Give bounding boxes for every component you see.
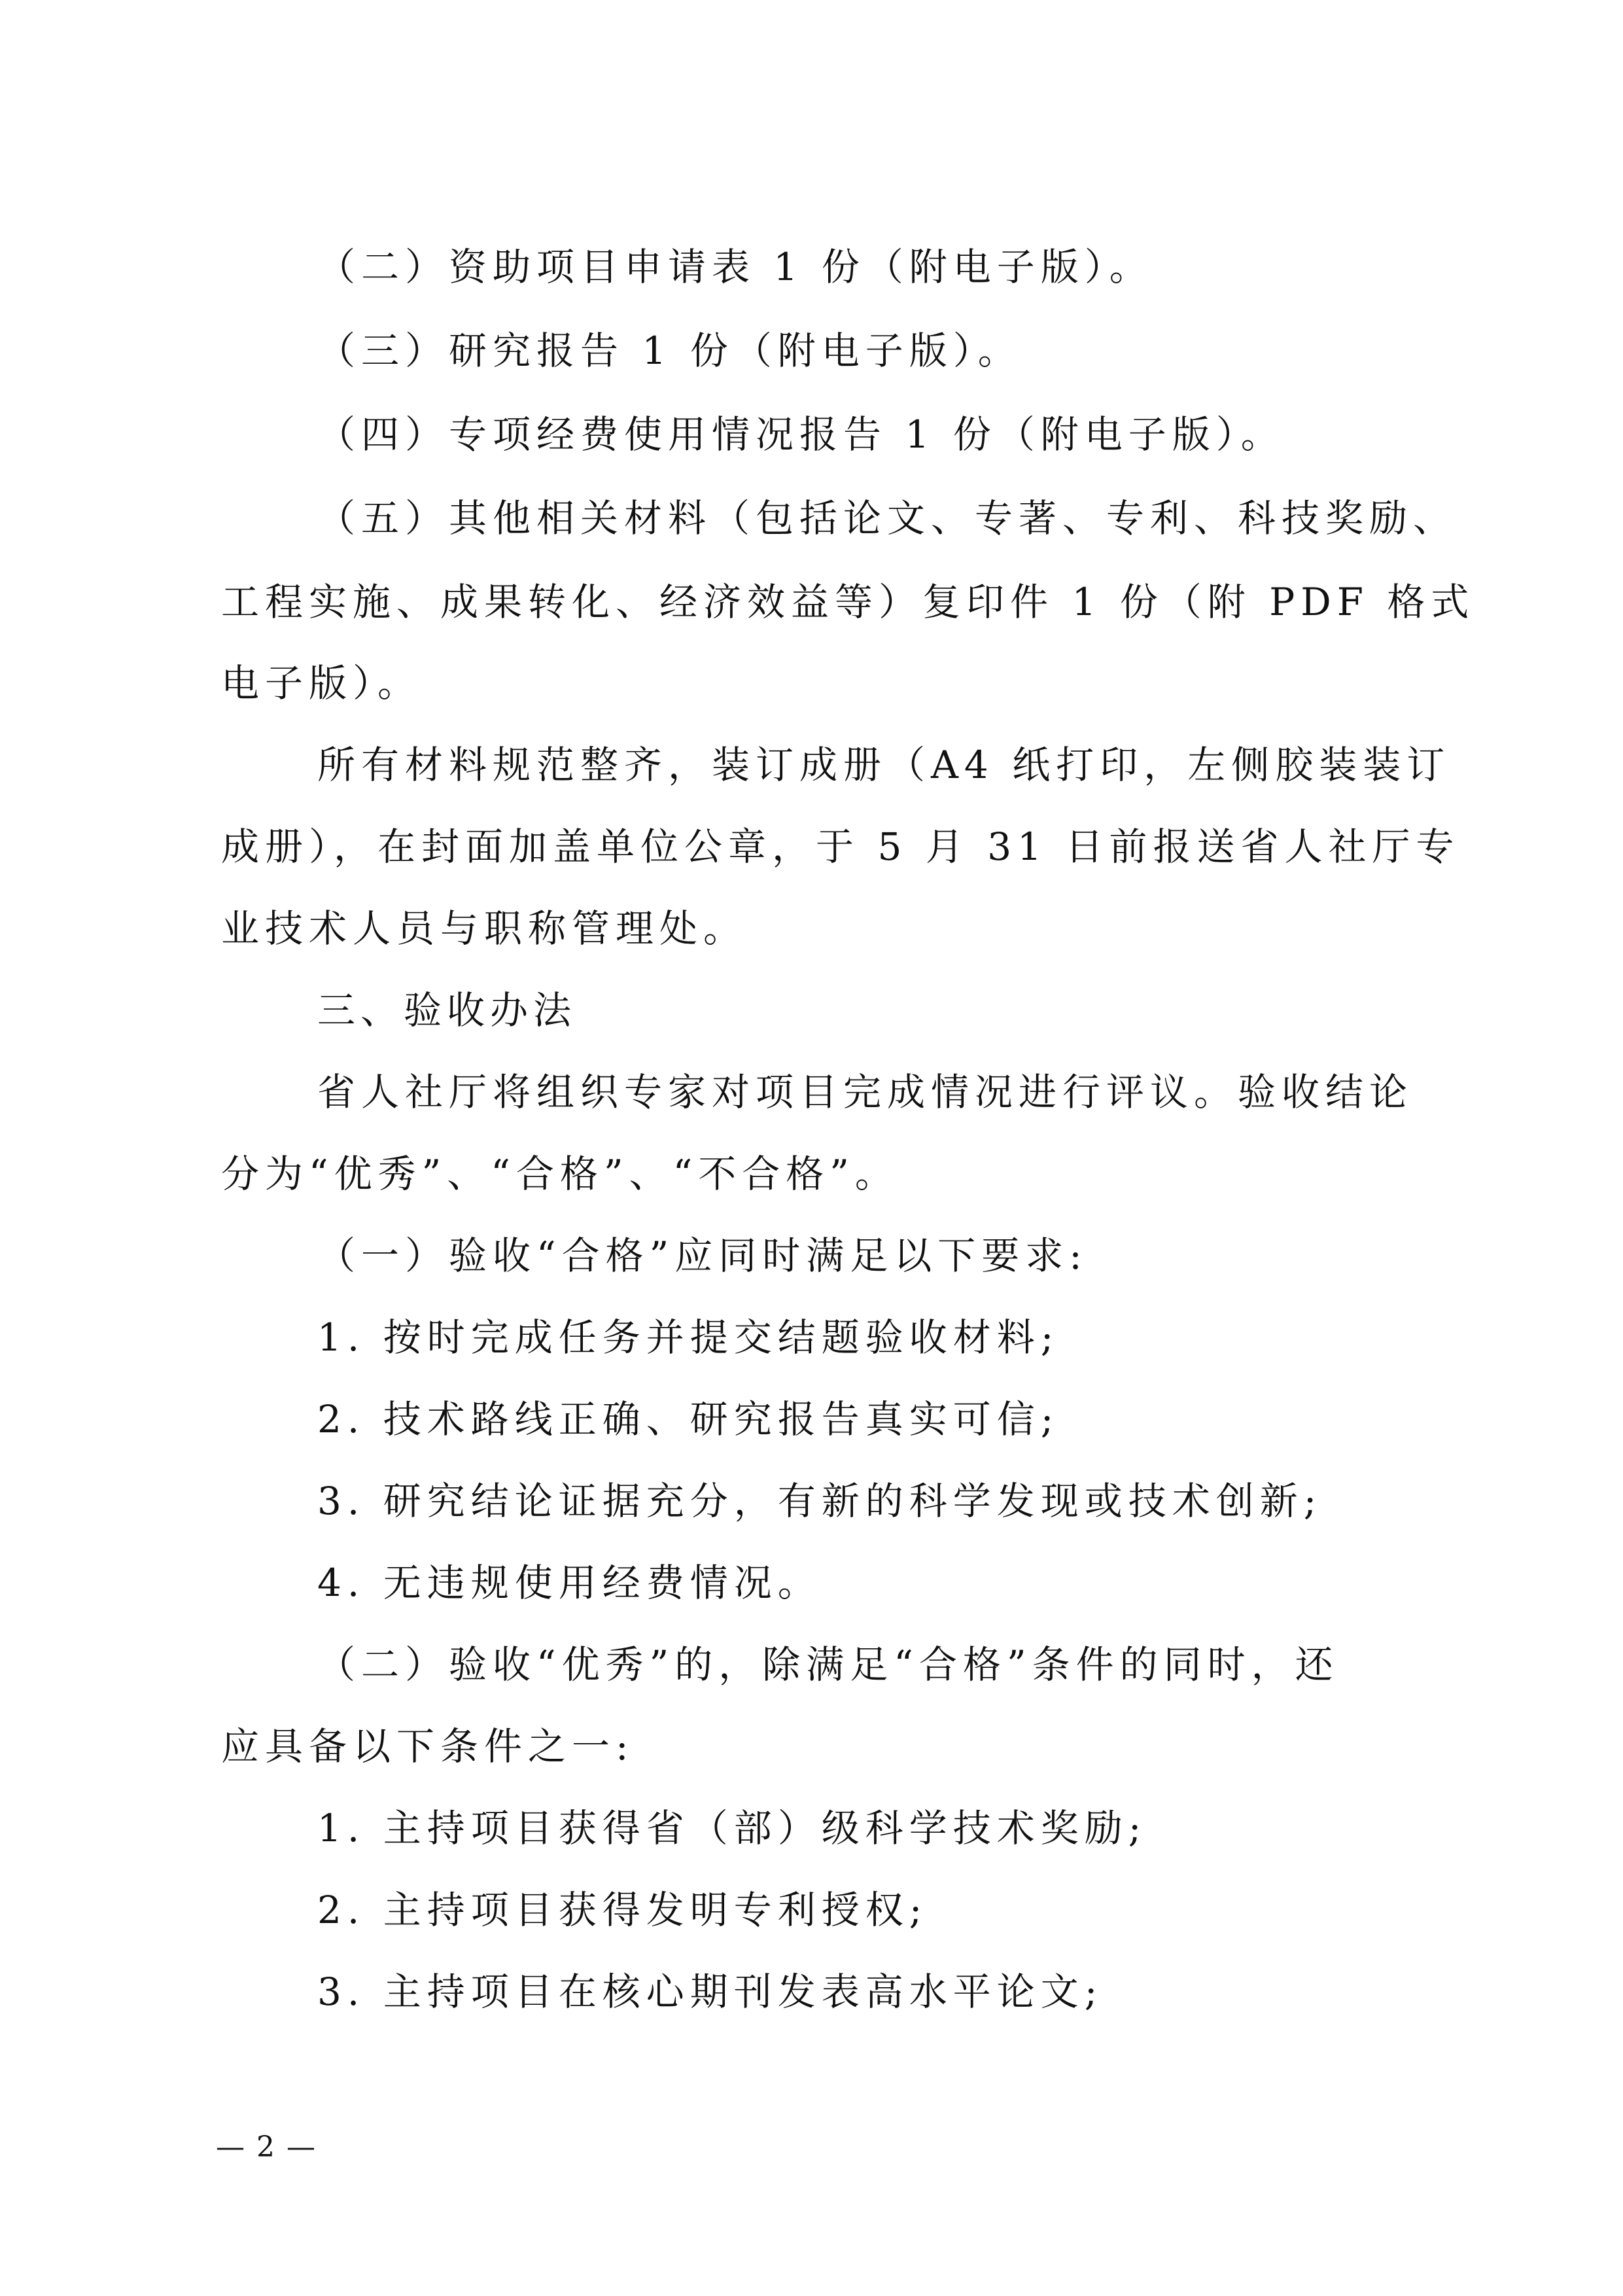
paragraph-line: （四）专项经费使用情况报告 1 份（附电子版）。 [317, 412, 1285, 457]
paragraph-line: （二）资助项目申请表 1 份（附电子版）。 [317, 245, 1153, 289]
paragraph-line: 成册），在封面加盖单位公章，于 5 月 31 日前报送省人社厅专 [221, 824, 1460, 869]
page-number: — 2 — [216, 2130, 317, 2164]
list-item: 2. 主持项目获得发明专利授权; [317, 1888, 928, 1932]
paragraph-line: （三）研究报告 1 份（附电子版）。 [317, 328, 1022, 373]
section-heading: 三、验收办法 [317, 988, 577, 1033]
paragraph-line: （二）验收“优秀”的，除满足“合格”条件的同时，还 [317, 1642, 1339, 1687]
paragraph-line: 省人社厅将组织专家对项目完成情况进行评议。验收结论 [317, 1070, 1414, 1114]
paragraph-line: 业技术人员与职称管理处。 [221, 906, 748, 951]
paragraph-line: 工程实施、成果转化、经济效益等）复印件 1 份（附 PDF 格式 [221, 580, 1475, 624]
paragraph-line: 电子版）。 [221, 661, 422, 705]
paragraph-line: 所有材料规范整齐，装订成册（A4 纸打印，左侧胶装装订 [317, 743, 1451, 787]
list-item: 4. 无违规使用经费情况。 [317, 1561, 822, 1605]
paragraph-line: （五）其他相关材料（包括论文、专著、专利、科技奖励、 [317, 496, 1457, 540]
list-item: 3. 主持项目在核心期刊发表高水平论文; [317, 1969, 1104, 2014]
paragraph-line: 分为“优秀”、“合格”、“不合格”。 [221, 1152, 899, 1196]
list-item: 1. 主持项目获得省（部）级科学技术奖励; [317, 1806, 1147, 1850]
list-item: 1. 按时完成任务并提交结题验收材料; [317, 1315, 1060, 1360]
list-item: 2. 技术路线正确、研究报告真实可信; [317, 1397, 1060, 1441]
paragraph-line: 应具备以下条件之一: [221, 1724, 635, 1769]
paragraph-line: （一）验收“合格”应同时满足以下要求: [317, 1233, 1088, 1278]
list-item: 3. 研究结论证据充分，有新的科学发现或技术创新; [317, 1479, 1323, 1523]
